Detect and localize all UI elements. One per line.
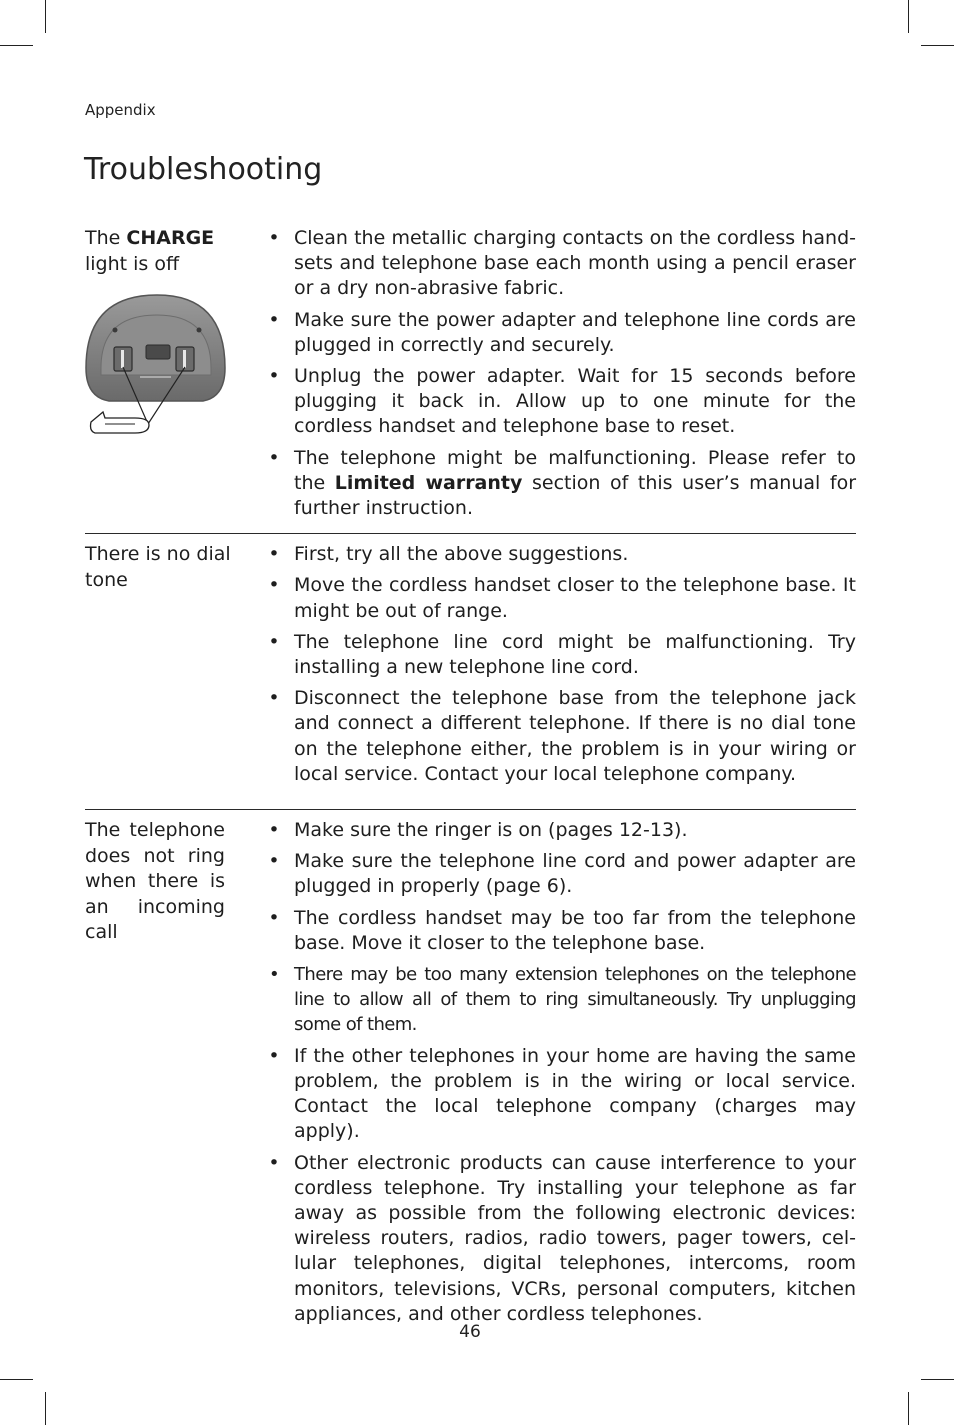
solution-text: Clean the metallic charging contacts on the cordless hand-sets and telephone base each month using a pencil eraser or a dry non-abrasive fabric. bbox=[294, 227, 856, 300]
troubleshooting-table bbox=[85, 226, 856, 1333]
solutions-list bbox=[267, 226, 856, 527]
bullet: • bbox=[268, 308, 280, 331]
list-item bbox=[267, 364, 856, 440]
solution-text: The cordless handset may be too far from the telephone base. Move it closer to the telephone base. bbox=[294, 906, 856, 954]
list-item bbox=[267, 686, 856, 787]
solution-text: Make sure the telephone line cord and power adapter are plugged in properly (page 6). bbox=[294, 850, 856, 898]
problem-cell bbox=[85, 226, 265, 527]
bullet: • bbox=[268, 1044, 280, 1067]
solution-text: section of this user’s manual for further instruction. bbox=[294, 471, 857, 520]
solutions-list bbox=[267, 542, 856, 793]
list-item bbox=[267, 906, 856, 956]
problem-text: The bbox=[85, 227, 127, 249]
list-item bbox=[267, 542, 856, 567]
solution-text: Move the cordless handset closer to the telephone base. It might be out of range. bbox=[294, 574, 856, 622]
bullet: • bbox=[268, 543, 280, 566]
charge-keyword: CHARGE bbox=[126, 227, 215, 249]
list-item bbox=[267, 446, 856, 522]
bullet: • bbox=[268, 630, 280, 653]
solution-text: Disconnect the telephone base from the telephone jack and connect a different telephone. If there is no dial tone on the telephone either, the problem is in your wiring or local service. Contact your local telephone company. bbox=[294, 687, 856, 785]
crop-mark bbox=[0, 1379, 33, 1380]
limited-warranty-reference: Limited warranty bbox=[334, 471, 523, 494]
bullet: • bbox=[268, 850, 280, 873]
list-item bbox=[267, 226, 856, 302]
bullet: • bbox=[268, 819, 280, 842]
solution-text: If the other telephones in your home are having the same problem, the problem is in the wiring or local service. Contact the local telephone company (charges may apply). bbox=[294, 1044, 856, 1143]
problem-cell bbox=[85, 542, 265, 793]
crop-mark bbox=[921, 1379, 954, 1380]
page-title: Troubleshooting bbox=[84, 152, 323, 187]
list-item bbox=[267, 573, 856, 623]
list-item bbox=[267, 962, 856, 1038]
bullet: • bbox=[268, 964, 280, 986]
list-item bbox=[267, 1151, 856, 1327]
bullet: • bbox=[268, 227, 280, 249]
crop-mark bbox=[45, 1392, 46, 1425]
solution-text: Make sure the ringer is on (pages 12-13). bbox=[294, 819, 688, 842]
solution-text: First, try all the above suggestions. bbox=[294, 543, 629, 566]
trouble-row bbox=[85, 809, 856, 1333]
problem-text: light is off bbox=[85, 252, 180, 275]
solution-text: Other electronic products can cause interference to your cordless telephone. Try installing your telephone as far away as possible from the following electronic devices: wireless routers, radios, radio towers, pager towers, cel-lular telephones, digital telephones, intercoms, room monitors, televisions, VCRs, personal computers, kitchen appliances, and other cordless telephones. bbox=[294, 1151, 856, 1325]
problem-text: There is no dial tone bbox=[85, 543, 231, 591]
bullet: • bbox=[268, 1151, 280, 1174]
bullet: • bbox=[268, 574, 280, 597]
trouble-row bbox=[85, 533, 856, 809]
problem-cell bbox=[85, 818, 225, 1333]
bullet: • bbox=[268, 446, 280, 469]
solution-text: Unplug the power adapter. Wait for 15 seconds before plugging it back in. Allow up to one minute for the cordless handset and telephone base to reset. bbox=[294, 365, 856, 438]
solution-text: Make sure the power adapter and telephone line cords are plugged in correctly and securely. bbox=[294, 308, 856, 356]
trouble-row bbox=[85, 226, 856, 533]
list-item bbox=[267, 630, 856, 680]
crop-mark bbox=[0, 45, 33, 46]
section-label: Appendix bbox=[85, 101, 156, 119]
list-item bbox=[267, 849, 856, 899]
solutions-list bbox=[267, 818, 856, 1333]
crop-mark bbox=[921, 45, 954, 46]
telephone-base-illustration bbox=[85, 293, 230, 443]
list-item bbox=[267, 308, 856, 358]
solution-text: The telephone might be malfunctioning. Please refer to the bbox=[294, 446, 856, 494]
bullet: • bbox=[268, 687, 280, 710]
list-item bbox=[267, 818, 856, 843]
solution-text: The telephone line cord might be malfunctioning. Try installing a new telephone line cord. bbox=[294, 630, 856, 679]
crop-mark bbox=[908, 0, 909, 33]
bullet: • bbox=[268, 906, 280, 929]
problem-text: The telephone does not ring when there is an incoming call bbox=[85, 819, 225, 944]
bullet: • bbox=[268, 365, 280, 388]
list-item bbox=[267, 1044, 856, 1145]
crop-mark bbox=[45, 0, 46, 33]
solution-text: There may be too many extension telephones on the telephone line to allow all of them to ring simultaneously. Try unplugging some of them. bbox=[294, 964, 856, 1036]
page-number: 46 bbox=[459, 1322, 481, 1342]
crop-mark bbox=[908, 1392, 909, 1425]
